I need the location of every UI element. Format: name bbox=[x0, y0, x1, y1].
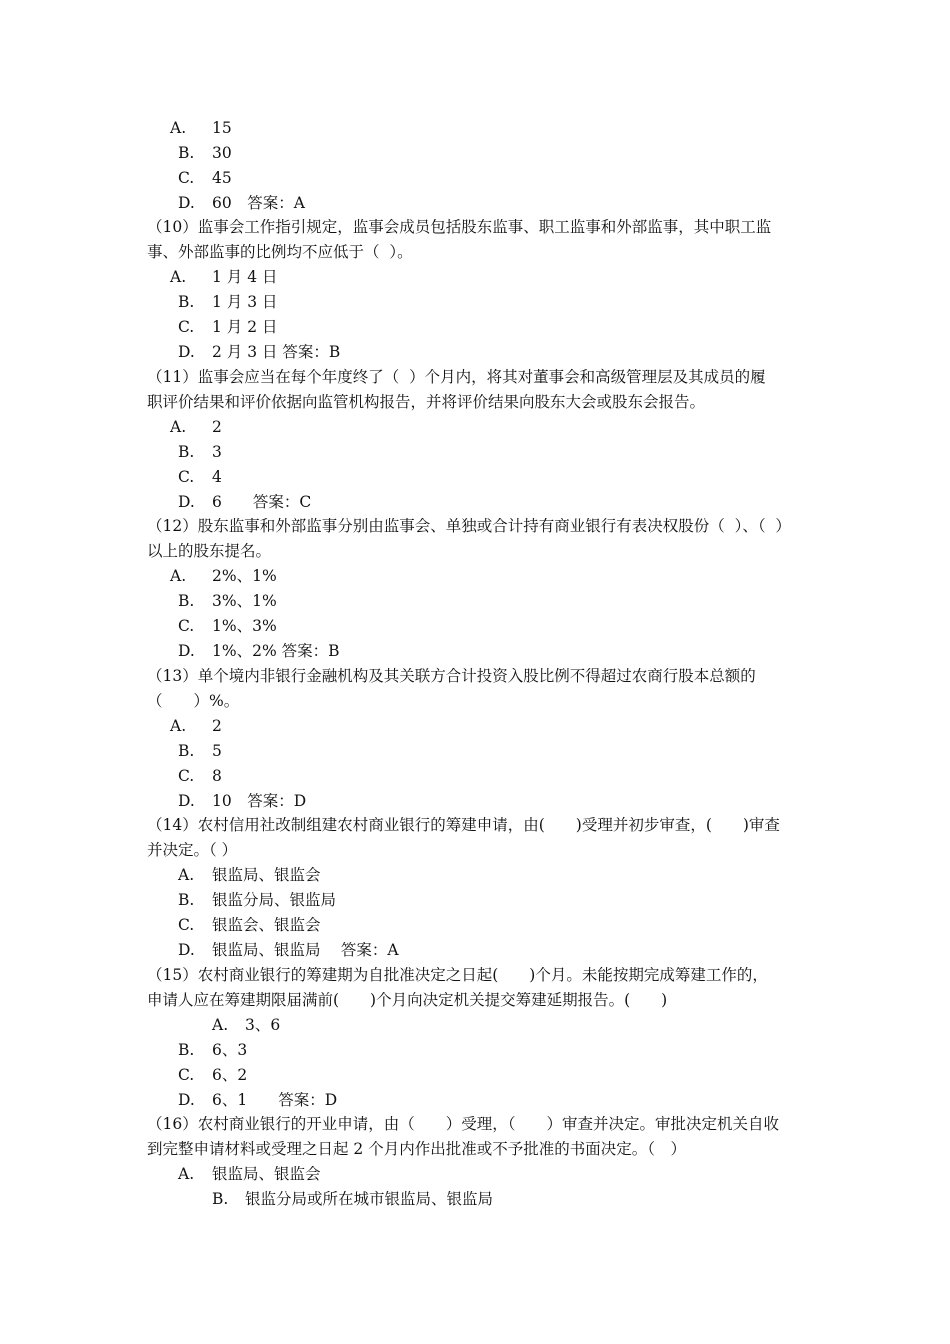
option-text: 6、2 bbox=[212, 1066, 248, 1084]
option-label: B. bbox=[178, 592, 195, 610]
option-label: B. bbox=[178, 1041, 195, 1059]
option-text: 6 答案：C bbox=[212, 493, 312, 511]
option-label: C. bbox=[178, 767, 195, 785]
option-label: C. bbox=[178, 318, 195, 336]
option-text: 2 月 3 日 答案：B bbox=[212, 343, 341, 361]
option-label: D. bbox=[178, 642, 195, 660]
question-text-line: （ ）%。 bbox=[147, 692, 240, 710]
question-text-line: 以上的股东提名。 bbox=[147, 542, 272, 560]
option-label: A. bbox=[170, 717, 187, 735]
question-text-line: （13）单个境内非银行金融机构及其关联方合计投资入股比例不得超过农商行股本总额的 bbox=[147, 667, 756, 685]
option-label: D. bbox=[178, 343, 195, 361]
option-text: 15 bbox=[212, 119, 232, 137]
question-text-line: （14）农村信用社改制组建农村商业银行的筹建申请，由( )受理并初步审查，( )审查 bbox=[147, 816, 780, 834]
option-label: D. bbox=[178, 1091, 195, 1109]
option-text: 1%、2% 答案：B bbox=[212, 642, 340, 660]
option-label: C. bbox=[178, 169, 195, 187]
option-label: A. bbox=[178, 1165, 195, 1183]
option-text: 6、3 bbox=[212, 1041, 248, 1059]
option-text: 5 bbox=[212, 742, 222, 760]
option-text: 3%、1% bbox=[212, 592, 277, 610]
option-text: 6、1 答案：D bbox=[212, 1091, 338, 1109]
option-label: D. bbox=[178, 792, 195, 810]
option-text: 银监局、银监会 bbox=[212, 1165, 321, 1183]
option-label: A. bbox=[170, 418, 187, 436]
option-text: 银监局、银监会 bbox=[212, 866, 321, 884]
option-text: 1 月 4 日 bbox=[212, 268, 278, 286]
option-text: 3、6 bbox=[245, 1016, 281, 1034]
option-text: 1%、3% bbox=[212, 617, 277, 635]
option-text: 8 bbox=[212, 767, 222, 785]
option-label: B. bbox=[178, 891, 195, 909]
question-text-line: （11）监事会应当在每个年度终了（ ）个月内，将其对董事会和高级管理层及其成员的履 bbox=[147, 368, 766, 386]
question-text-line: 事、外部监事的比例均不应低于（ ）。 bbox=[147, 243, 413, 261]
option-text: 银监会、银监会 bbox=[212, 916, 321, 934]
option-label: C. bbox=[178, 617, 195, 635]
option-text: 4 bbox=[212, 468, 222, 486]
option-label: B. bbox=[212, 1190, 229, 1208]
question-text-line: （10）监事会工作指引规定，监事会成员包括股东监事、职工监事和外部监事，其中职工监 bbox=[147, 218, 772, 236]
option-text: 2 bbox=[212, 717, 222, 735]
option-label: C. bbox=[178, 1066, 195, 1084]
option-text: 30 bbox=[212, 144, 232, 162]
option-text: 银监局、银监局 答案：A bbox=[212, 941, 399, 959]
option-label: D. bbox=[178, 194, 195, 212]
option-text: 10 答案：D bbox=[212, 792, 307, 810]
option-label: D. bbox=[178, 941, 195, 959]
question-text-line: 申请人应在筹建期限届满前( )个月向决定机关提交筹建延期报告。( ) bbox=[147, 991, 668, 1009]
option-label: B. bbox=[178, 742, 195, 760]
question-text-line: 并决定。（ ） bbox=[147, 841, 238, 859]
question-text-line: （16）农村商业银行的开业申请，由（ ）受理，（ ）审查并决定。审批决定机关自收 bbox=[147, 1115, 779, 1133]
option-label: B. bbox=[178, 293, 195, 311]
option-text: 1 月 2 日 bbox=[212, 318, 278, 336]
option-label: A. bbox=[170, 119, 187, 137]
question-text-line: （12）股东监事和外部监事分别由监事会、单独或合计持有商业银行有表决权股份（ ）、（ ） bbox=[147, 517, 791, 535]
option-label: A. bbox=[178, 866, 195, 884]
option-text: 60 答案：A bbox=[212, 194, 305, 212]
option-text: 45 bbox=[212, 169, 232, 187]
option-label: A. bbox=[170, 268, 187, 286]
option-text: 2 bbox=[212, 418, 222, 436]
question-text-line: 职评价结果和评价依据向监管机构报告，并将评价结果向股东大会或股东会报告。 bbox=[147, 393, 706, 411]
option-label: A. bbox=[170, 567, 187, 585]
option-text: 银监分局、银监局 bbox=[212, 891, 337, 909]
option-text: 2%、1% bbox=[212, 567, 277, 585]
option-text: 1 月 3 日 bbox=[212, 293, 278, 311]
option-label: D. bbox=[178, 493, 195, 511]
option-label: B. bbox=[178, 443, 195, 461]
option-label: C. bbox=[178, 468, 195, 486]
option-label: B. bbox=[178, 144, 195, 162]
option-text: 3 bbox=[212, 443, 222, 461]
option-label: C. bbox=[178, 916, 195, 934]
question-text-line: （15）农村商业银行的筹建期为自批准决定之日起( )个月。未能按期完成筹建工作的， bbox=[147, 966, 768, 984]
option-label: A. bbox=[212, 1016, 229, 1034]
option-text: 银监分局或所在城市银监局、银监局 bbox=[245, 1190, 494, 1208]
question-text-line: 到完整申请材料或受理之日起 2 个月内作出批准或不予批准的书面决定。（ ） bbox=[147, 1140, 686, 1158]
